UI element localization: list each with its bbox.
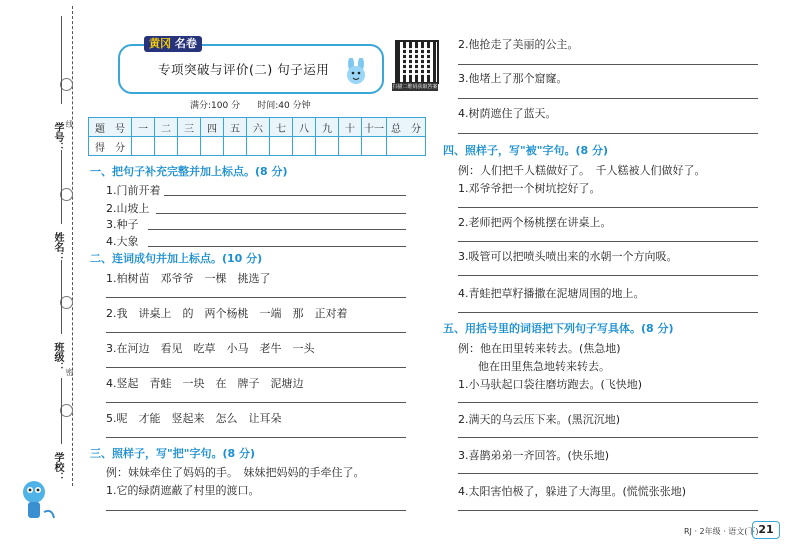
school-write-line[interactable] (61, 378, 62, 444)
list-item: 1.门前开着 (106, 184, 161, 197)
answer-line[interactable] (458, 275, 758, 276)
score-cell[interactable] (247, 137, 270, 156)
list-item: 5.呢 才能 竖起来 怎么 让耳朵 (106, 412, 282, 425)
line-marker: 线 (65, 120, 74, 128)
list-item: 2.满天的乌云压下来。(黑沉沉地) (458, 413, 621, 426)
list-item: 4.太阳害怕极了，躲进了大海里。(慌慌张张地) (458, 485, 687, 498)
list-item: 4.竖起 青蛙 一块 在 牌子 泥塘边 (106, 377, 304, 390)
score-cell[interactable] (201, 137, 224, 156)
brand-logo: 黄冈 名卷 (144, 36, 202, 52)
list-item: 2.老师把两个杨桃摆在讲桌上。 (458, 216, 612, 229)
score-cell[interactable] (316, 137, 339, 156)
example-text: 例：人们把千人糕做好了。 千人糕被人们做好了。 (458, 164, 706, 177)
answer-line[interactable] (106, 402, 406, 403)
score-table (88, 117, 426, 156)
table-cell: 题 号 (89, 118, 132, 137)
answer-line[interactable] (148, 246, 406, 247)
class-write-line[interactable] (61, 260, 62, 334)
bunny-mascot-icon (342, 58, 370, 88)
example-text: 例：妹妹牵住了妈妈的手。 妹妹把妈妈的手牵住了。 (106, 466, 365, 479)
table-cell: 九 (316, 118, 339, 137)
answer-line[interactable] (458, 473, 758, 474)
example-text: 他在田里焦急地转来转去。 (478, 360, 610, 373)
score-cell[interactable] (362, 137, 387, 156)
qr-caption: 扫描二维码获取答案 (392, 84, 438, 90)
section-2-title: 二、连词成句并加上标点。(10 分) (90, 252, 263, 265)
student-no-write-line[interactable] (61, 16, 62, 104)
answer-line[interactable] (458, 241, 758, 242)
score-cell[interactable] (339, 137, 362, 156)
score-cell[interactable] (178, 137, 201, 156)
answer-line[interactable] (106, 367, 406, 368)
list-item: 1.它的绿荫遮蔽了村里的渡口。 (106, 484, 260, 497)
answer-line[interactable] (164, 195, 406, 196)
list-item: 3.他堵上了那个窟窿。 (458, 72, 568, 85)
table-cell: 五 (224, 118, 247, 137)
score-table-header-row (89, 118, 426, 137)
list-item: 2.山坡上 (106, 202, 150, 215)
list-item: 4.大象 (106, 235, 139, 248)
list-item: 1.小马驮起口袋往磨坊跑去。(飞快地) (458, 378, 643, 391)
table-cell: 六 (247, 118, 270, 137)
list-item: 3.在河边 看见 吃草 小马 老牛 一头 (106, 342, 315, 355)
answer-line[interactable] (156, 213, 406, 214)
score-cell[interactable] (293, 137, 316, 156)
time-limit: 时间:40 分钟 (257, 101, 311, 111)
binding-dashed-line (72, 6, 73, 486)
answer-line[interactable] (106, 510, 406, 511)
answer-line[interactable] (458, 402, 758, 403)
section-4-title: 四、照样子，写"被"字句。(8 分) (443, 144, 608, 157)
table-cell: 二 (155, 118, 178, 137)
table-cell: 七 (270, 118, 293, 137)
section-3-title: 三、照样子，写"把"字句。(8 分) (90, 447, 255, 460)
school-label: 学校： (52, 452, 63, 482)
page-title: 专项突破与评价(二) 句子运用 (158, 62, 330, 77)
grade-subject-footer: RJ · 2年级 · 语文(下) (684, 527, 759, 536)
score-table-score-row (89, 137, 426, 156)
list-item: 2.他抢走了美丽的公主。 (458, 38, 579, 51)
table-cell: 一 (132, 118, 155, 137)
page-number: 21 (752, 521, 780, 539)
full-score: 满分:100 分 (190, 101, 241, 111)
answer-line[interactable] (458, 437, 758, 438)
score-cell[interactable] (132, 137, 155, 156)
answer-line[interactable] (458, 312, 758, 313)
line-marker: 密 (65, 368, 74, 376)
score-cell[interactable] (224, 137, 247, 156)
list-item: 1.邓爷爷把一个树坑挖好了。 (458, 182, 601, 195)
score-cell[interactable] (155, 137, 178, 156)
name-label: 姓名： (52, 232, 63, 262)
answer-line[interactable] (458, 207, 758, 208)
answer-line[interactable] (148, 229, 406, 230)
answer-line[interactable] (106, 297, 406, 298)
list-item: 1.柏树苗 邓爷爷 一棵 挑选了 (106, 272, 271, 285)
section-1-title: 一、把句子补充完整并加上标点。(8 分) (90, 165, 288, 178)
class-label: 班级： (52, 342, 63, 372)
table-cell: 八 (293, 118, 316, 137)
score-cell[interactable] (270, 137, 293, 156)
example-text: 例：他在田里转来转去。(焦急地) (458, 342, 621, 355)
table-cell: 四 (201, 118, 224, 137)
section-5-title: 五、用括号里的词语把下列句子写具体。(8 分) (443, 322, 674, 335)
name-write-line[interactable] (61, 150, 62, 224)
list-item: 3.吸管可以把喷头喷出来的水朝一个方向吸。 (458, 250, 678, 263)
list-item: 2.我 讲桌上 的 两个杨桃 一端 那 正对着 (106, 307, 348, 320)
answer-line[interactable] (106, 332, 406, 333)
answer-line[interactable] (106, 437, 406, 438)
list-item: 3.喜鹊弟弟一齐回答。(快乐地) (458, 449, 610, 462)
table-cell: 十 (339, 118, 362, 137)
student-no-label: 学号： (52, 122, 63, 152)
table-cell: 总 分 (387, 118, 426, 137)
answer-line[interactable] (458, 64, 758, 65)
answer-line[interactable] (458, 98, 758, 99)
table-cell: 十一 (362, 118, 387, 137)
score-cell[interactable] (387, 137, 426, 156)
answer-line[interactable] (458, 133, 758, 134)
answer-line[interactable] (458, 510, 758, 511)
pencil-mascot-icon (20, 478, 56, 524)
table-cell: 得 分 (89, 137, 132, 156)
list-item: 3.种子 (106, 218, 139, 231)
table-cell: 三 (178, 118, 201, 137)
exam-meta (190, 98, 311, 111)
qr-pattern (400, 45, 430, 75)
list-item: 4.树荫遮住了蓝天。 (458, 107, 557, 120)
list-item: 4.青蛙把草籽播撒在泥塘周围的地上。 (458, 287, 645, 300)
